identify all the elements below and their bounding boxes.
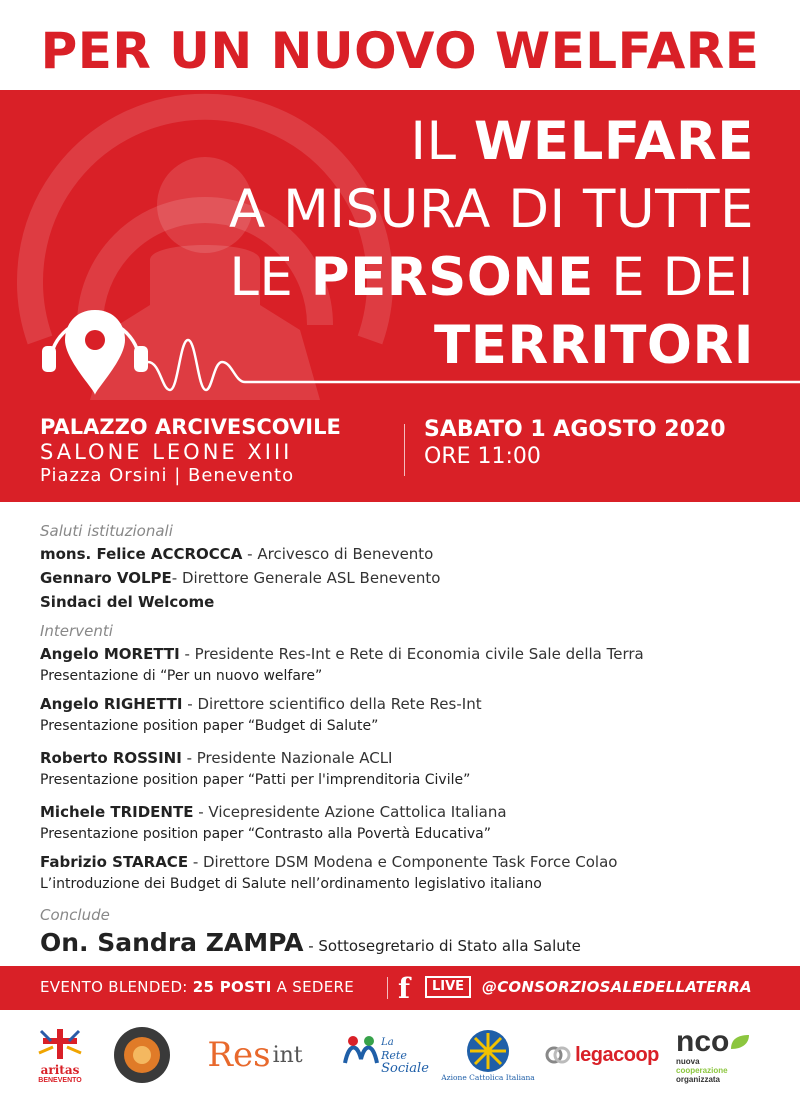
speaker-name: Angelo RIGHETTI bbox=[40, 695, 183, 713]
caritas-logo bbox=[30, 1022, 90, 1088]
speaker-name: Gennaro VOLPE bbox=[40, 569, 172, 587]
headline-line3-pre: LE bbox=[229, 247, 311, 308]
speaker-name: Sindaci del Welcome bbox=[40, 593, 215, 611]
speaker-row bbox=[40, 692, 780, 716]
resint-logo bbox=[195, 1022, 315, 1088]
speaker-name: mons. Felice ACCROCCA bbox=[40, 545, 243, 563]
page-title: PER UN NUOVO WELFARE bbox=[40, 22, 760, 80]
speaker-topic: Presentazione position paper “Budget di Salute” bbox=[40, 718, 379, 734]
speaker-row bbox=[40, 590, 780, 614]
speaker-row bbox=[40, 642, 780, 666]
section-label-saluti: Saluti istituzionali bbox=[40, 522, 173, 540]
speaker-row bbox=[40, 566, 780, 590]
venue-date-divider bbox=[404, 424, 405, 476]
speaker-row bbox=[40, 542, 780, 566]
live-badge[interactable]: LIVE bbox=[425, 976, 471, 998]
conclude-name: On. Sandra ZAMPA bbox=[40, 928, 304, 957]
headline-line3-bold: PERSONE bbox=[310, 247, 594, 308]
speaker-row bbox=[40, 850, 780, 874]
event-format bbox=[40, 978, 354, 996]
speaker-topic: Presentazione position paper “Contrasto alla Povertà Educativa” bbox=[40, 826, 491, 842]
headline-line2: A MISURA DI TUTTE bbox=[229, 179, 754, 240]
caritas-city: BENEVENTO bbox=[38, 1076, 82, 1084]
headline bbox=[154, 108, 754, 380]
facebook-icon[interactable]: f bbox=[398, 972, 411, 1005]
speaker-name: Roberto ROSSINI bbox=[40, 749, 182, 767]
headline-line4-bold: TERRITORI bbox=[434, 315, 754, 376]
rete-sociale-sociale: Sociale bbox=[381, 1060, 429, 1076]
nco-line1: nuova bbox=[676, 1056, 700, 1066]
speaker-role: - Arcivesco di Benevento bbox=[242, 545, 434, 563]
nco-line2: cooperazione bbox=[676, 1065, 728, 1075]
headline-line1-pre: IL bbox=[410, 111, 474, 172]
sale-della-terra-icon bbox=[113, 1026, 171, 1084]
venue-block bbox=[40, 414, 385, 488]
event-format-post: A SEDERE bbox=[271, 978, 355, 996]
rete-sociale-logo bbox=[335, 1022, 435, 1088]
leaf-icon bbox=[729, 1033, 751, 1051]
partner-logos bbox=[0, 1014, 800, 1096]
azione-cattolica-name: Azione Cattolica Italiana bbox=[441, 1072, 535, 1082]
legacoop-icon bbox=[545, 1042, 571, 1068]
venue-address: Piazza Orsini | Benevento bbox=[40, 465, 295, 486]
speaker-role: - Direttore scientifico della Rete Res-Int bbox=[182, 695, 482, 713]
speaker-name: Angelo MORETTI bbox=[40, 645, 180, 663]
headline-line3-post: E DEI bbox=[593, 247, 754, 308]
nco-wordmark: nco bbox=[676, 1024, 730, 1058]
rete-sociale-text bbox=[381, 1036, 429, 1075]
speaker-name: Fabrizio STARACE bbox=[40, 853, 189, 871]
hero-banner bbox=[0, 90, 800, 502]
speaker-topic: Presentazione position paper “Patti per l'imprenditoria Civile” bbox=[40, 772, 471, 788]
speaker-topic: L’introduzione dei Budget di Salute nell’ordinamento legislativo italiano bbox=[40, 876, 542, 892]
resint-wordmark: Res bbox=[207, 1035, 271, 1075]
rete-sociale-la: La bbox=[381, 1036, 394, 1048]
nco-subtitle bbox=[676, 1057, 728, 1084]
azione-cattolica-logo bbox=[440, 1022, 536, 1088]
speaker-row bbox=[40, 746, 780, 770]
social-handle[interactable]: @CONSORZIOSALEDELLATERRA bbox=[482, 978, 752, 996]
venue-name: PALAZZO ARCIVESCOVILE bbox=[40, 415, 341, 439]
program bbox=[40, 520, 780, 963]
rete-sociale-rete: Rete bbox=[381, 1048, 407, 1062]
speaker-role: - Direttore DSM Modena e Componente Task Force Colao bbox=[188, 853, 618, 871]
headline-line1-bold: WELFARE bbox=[473, 111, 754, 172]
conclude-role: - Sottosegretario di Stato alla Salute bbox=[303, 937, 581, 955]
speaker-role: - Presidente Nazionale ACLI bbox=[181, 749, 393, 767]
section-label-conclude: Conclude bbox=[40, 906, 110, 924]
legacoop-logo bbox=[542, 1022, 662, 1088]
sale-della-terra-logo bbox=[112, 1022, 172, 1088]
conclude-row bbox=[40, 926, 780, 963]
nco-line3: organizzata bbox=[676, 1074, 721, 1084]
venue-room: SALONE LEONE XIII bbox=[40, 440, 293, 464]
event-date: SABATO 1 AGOSTO 2020 bbox=[424, 417, 726, 442]
nco-logo bbox=[676, 1022, 776, 1088]
footer-divider bbox=[387, 977, 388, 999]
caritas-cross-icon bbox=[35, 1027, 85, 1063]
speaker-role: - Vicepresidente Azione Cattolica Italiana bbox=[193, 803, 507, 821]
speaker-role: - Direttore Generale ASL Benevento bbox=[171, 569, 441, 587]
legacoop-wordmark: legacoop bbox=[575, 1043, 659, 1066]
section-label-interventi: Interventi bbox=[40, 622, 113, 640]
hands-icon bbox=[341, 1033, 381, 1077]
caritas-wordmark: aritas bbox=[40, 1062, 80, 1077]
speaker-role: - Presidente Res-Int e Rete di Economia civile Sale della Terra bbox=[179, 645, 644, 663]
footer-bar bbox=[0, 966, 800, 1010]
speaker-name: Michele TRIDENTE bbox=[40, 803, 194, 821]
azione-cattolica-icon bbox=[466, 1029, 510, 1073]
resint-wordmark-tail: int bbox=[272, 1042, 303, 1068]
speaker-topic: Presentazione di “Per un nuovo welfare” bbox=[40, 668, 323, 684]
event-format-seats: 25 POSTI bbox=[192, 978, 272, 996]
event-format-pre: EVENTO BLENDED: bbox=[40, 978, 193, 996]
speaker-row bbox=[40, 800, 780, 824]
event-time: ORE 11:00 bbox=[424, 444, 541, 469]
date-block bbox=[424, 416, 726, 470]
